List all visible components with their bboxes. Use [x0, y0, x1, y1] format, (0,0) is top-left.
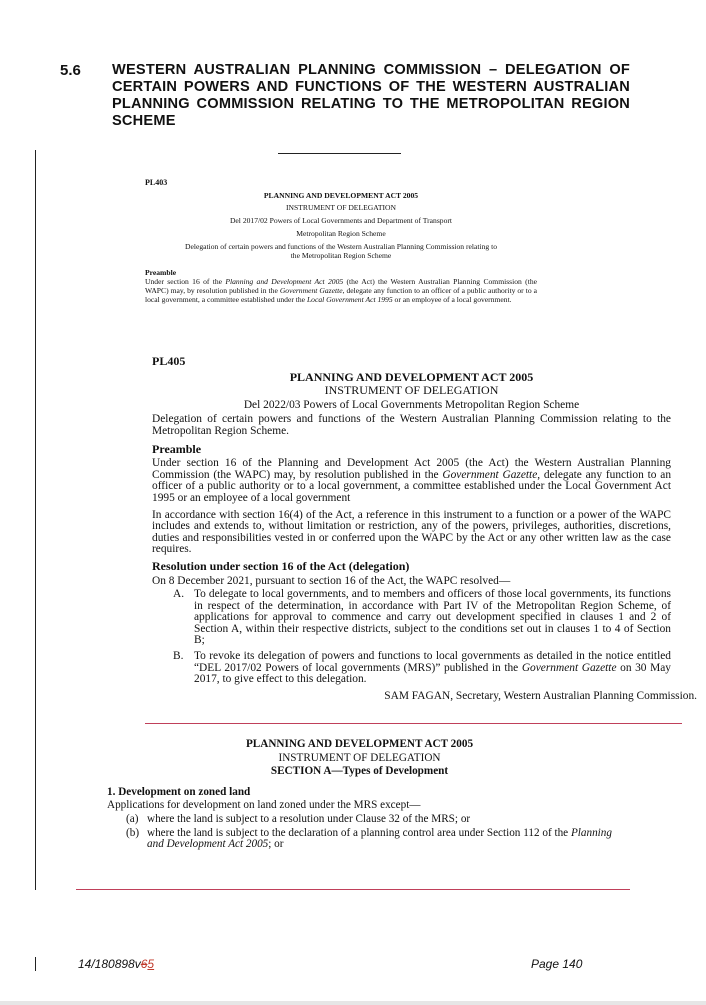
page-number: Page 140: [531, 957, 583, 971]
section-a: [107, 739, 612, 851]
delegation-reference: Del 2017/02 Powers of Local Governments and Department of Transport: [229, 216, 453, 225]
resolution-heading: Resolution under section 16 of the Act (delegation): [152, 558, 410, 573]
sub-heading: 1. Development on zoned land: [107, 785, 251, 798]
preamble-text: Under section 16 of the Planning and Development Act 2005 (the Act) the Western Australian Planning Commission (the WAPC) may, by resolution published in the Government Gazette, delegate any function to an officer of a public authority or to a local government, a committee established under the Local Government Act 1995 or an employee of a local government: [152, 457, 672, 504]
revision-divider: [145, 723, 682, 724]
act-title: PLANNING AND DEVELOPMENT ACT 2005: [289, 369, 534, 384]
list-item: (a) where the land is subject to a resolution under Clause 32 of the MRS; or: [126, 812, 471, 825]
tracked-deletion: 6: [140, 957, 148, 971]
tracked-insertion: 5: [147, 957, 155, 971]
resolution-intro: On 8 December 2021, pursuant to section 16 of the Act, the WAPC resolved—: [152, 574, 511, 587]
footer-change-bar: [35, 957, 36, 971]
list-item: A. To delegate to local governments, and to members and officers of those local governments, its functions in respect of the determination, in accordance with Part IV of the Metropolitan Region Scheme, of applications for approval to commence and carry out development specified in clauses 1 and 2 of Section A, within their respective districts, subject to the conditions set out in clauses 1 to 4 of Section B;: [173, 588, 671, 647]
revision-divider: [76, 889, 630, 890]
instrument-heading: INSTRUMENT OF DELEGATION: [324, 383, 499, 398]
list-item: (b) where the land is subject to the declaration of a planning control area under Section 112 of the Planning and Development Act 2005; or: [126, 826, 612, 851]
agenda-item-number: 5.6: [60, 62, 81, 79]
section-intro: Applications for development on land zoned under the MRS except—: [107, 799, 421, 812]
title-underline-divider: [278, 153, 401, 154]
act-title: PLANNING AND DEVELOPMENT ACT 2005: [263, 191, 419, 200]
page-bottom-edge: [0, 1001, 706, 1005]
instrument-code: PL405: [152, 354, 186, 368]
section-title: SECTION A—Types of Development: [270, 765, 449, 778]
instrument-heading: INSTRUMENT OF DELEGATION: [278, 751, 441, 764]
change-bar: [35, 150, 36, 890]
agenda-item-title: WESTERN AUSTRALIAN PLANNING COMMISSION – DELEGATION OF CERTAIN POWERS AND FUNCTIONS OF THE WESTERN AUSTRALIAN PLANNING COMMISSION RELATING TO THE METROPOLITAN REGION SCHEME: [112, 62, 630, 129]
preamble-heading: Preamble: [152, 441, 202, 456]
instrument-heading: INSTRUMENT OF DELEGATION: [286, 203, 396, 212]
signature-line: SAM FAGAN, Secretary, Western Australian Planning Commission.: [384, 689, 697, 702]
preamble-heading: Preamble: [145, 268, 177, 277]
delegation-description: Delegation of certain powers and functions of the Western Australian Planning Commission relating to the Metropolitan Region Scheme.: [152, 413, 671, 437]
new-instrument-pl405: [152, 354, 697, 702]
section-16-4-paragraph: In accordance with section 16(4) of the Act, a reference in this instrument to a function or a power of the WAPC includes and extends to, without limitation or restriction, any of the powers, privileges, authorities, discretions, duties and responsibilities vested in or conferred upon the WAPC by the Act or any other written law as the case requires.: [152, 508, 671, 556]
scheme-name: Metropolitan Region Scheme: [296, 229, 386, 238]
list-item: B. To revoke its delegation of powers and functions to local governments as detailed in the notice entitled “DEL 2017/02 Powers of local governments (MRS)” published in the Government Gazette on 30 May 2017, to give effect to this delegation.: [173, 650, 671, 686]
preamble-text: Under section 16 of the Planning and Development Act 2005 (the Act) the Western Australian Planning Commission (the WAPC) may, by resolution published in the Government Gazette, delegate any function to an officer of a public authority or to a local government, a committee established under the Local Government Act 1995 or an employee of a local government.: [145, 277, 537, 304]
document-reference: 14/180898v65: [78, 957, 155, 971]
delegation-reference: Del 2022/03 Powers of Local Governments Metropolitan Region Scheme: [243, 398, 580, 411]
instrument-code: PL403: [145, 178, 168, 187]
resolution-list: [173, 589, 671, 686]
old-instrument-pl403: [145, 178, 537, 304]
delegation-description: Delegation of certain powers and functions of the Western Australian Planning Commission relating to the Metropolitan Region Scheme: [185, 242, 498, 260]
act-title: PLANNING AND DEVELOPMENT ACT 2005: [245, 738, 474, 750]
